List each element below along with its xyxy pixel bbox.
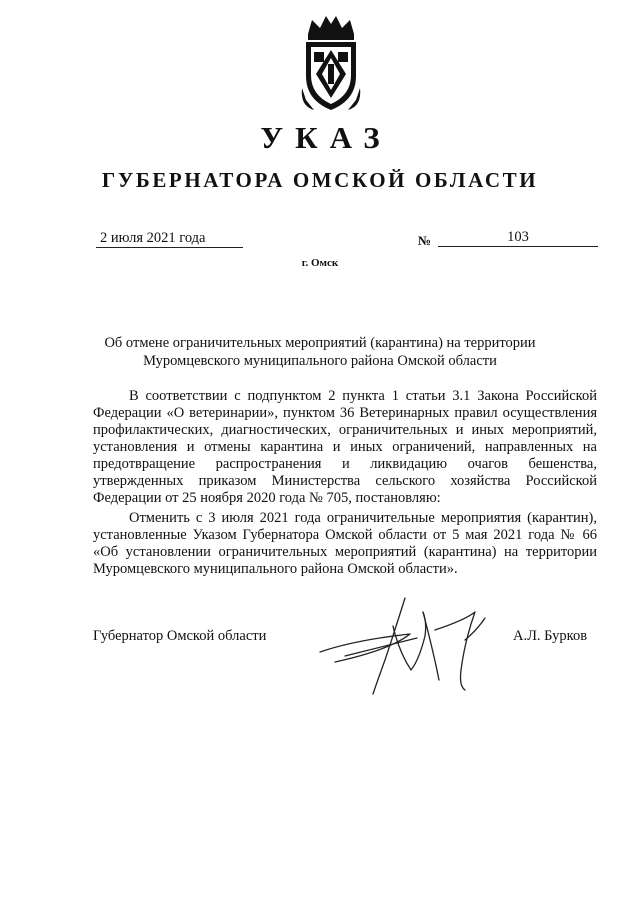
document-subject (100, 334, 540, 370)
document-date: 2 июля 2021 года (96, 230, 243, 248)
coat-of-arms-icon (294, 14, 368, 114)
city-label: г. Омск (301, 257, 339, 269)
document-subtitle: ГУБЕРНАТОРА ОМСКОЙ ОБЛАСТИ (101, 168, 539, 192)
subject-line-2: Муромцевского муниципального района Омской области (143, 353, 497, 369)
body-paragraph-2: Отменить с 3 июля 2021 года ограничительные мероприятия (карантин), установленные Указом Губернатора Омской области от 5 мая 2021 года № 66 «Об установлении ограничительных мероприятий (карантина) на территории Муромцевского муниципального района Омской области». (93, 510, 597, 577)
document-title: УКАЗ (260, 120, 392, 155)
signatory-name: А.Л. Бурков (513, 628, 588, 644)
subject-line-1: Об отмене ограничительных мероприятий (карантина) на территории (104, 335, 536, 351)
signatory-position: Губернатор Омской области (93, 628, 267, 644)
number-label: № (418, 233, 432, 248)
body-paragraph-1: В соответствии с подпунктом 2 пункта 1 статьи 3.1 Закона Российской Федерации «О ветеринарии», пунктом 36 Ветеринарных правил осуществления профилактических, диагностических, ограничительных и иных мероприятий, установления и отмены карантина и иных ограничений, направленных на предотвращение распространения и ликвидацию очагов бешенства, утвержденных приказом Министерства сельского хозяйства Российской Федерации от 25 ноября 2020 года № 705, постановляю: (93, 388, 597, 506)
document-number: 103 (438, 229, 598, 247)
signature-icon (315, 590, 515, 705)
